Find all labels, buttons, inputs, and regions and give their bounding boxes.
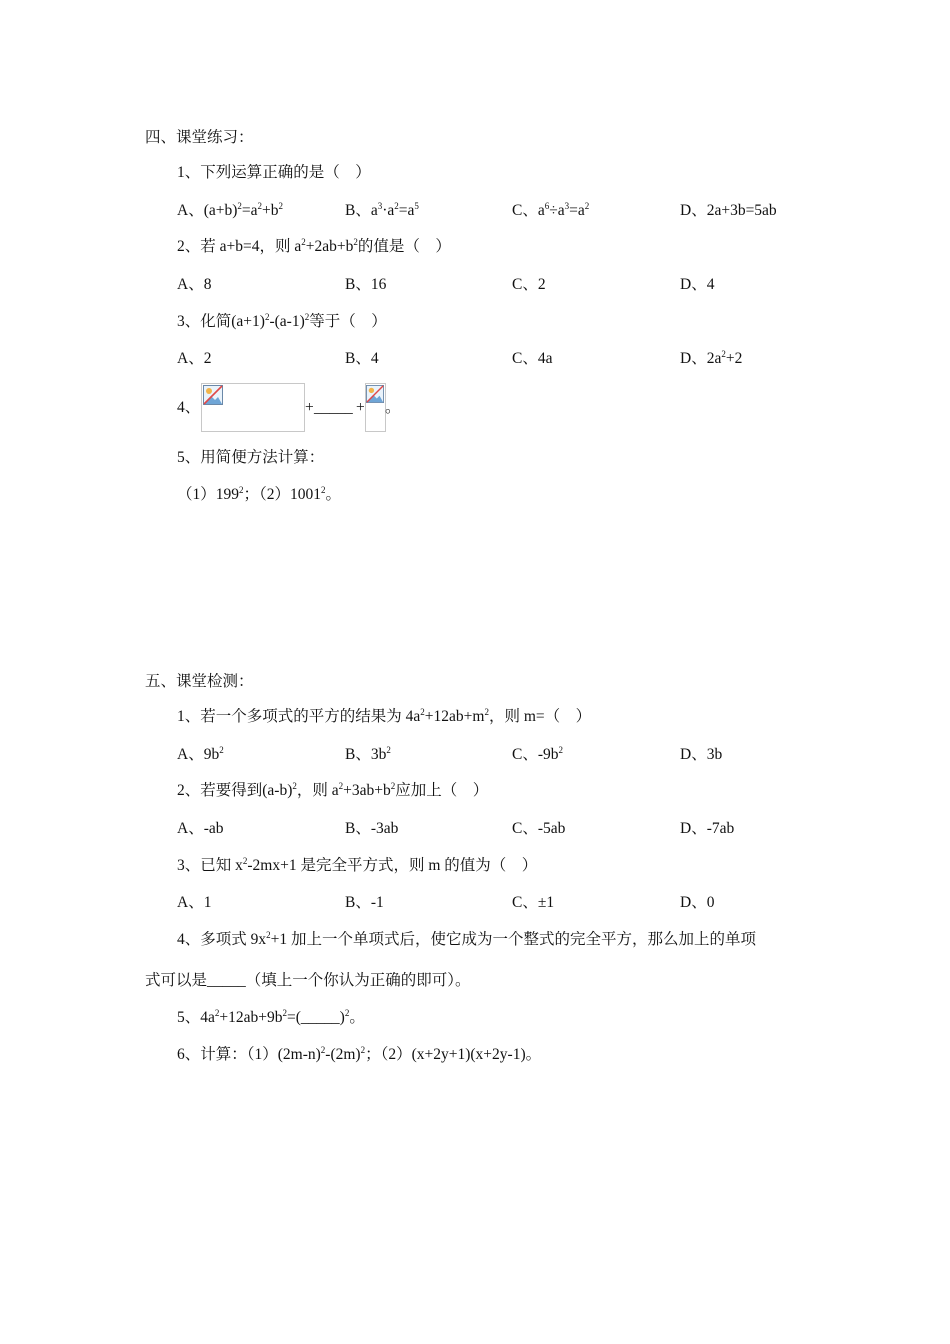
s4-q4-blank: _____ (314, 399, 353, 416)
s4-q4-number: 4、 (177, 399, 201, 416)
s4-q5-stem: 5、用简便方法计算： (177, 449, 325, 466)
s5-q1-option-d: D、3b (680, 746, 723, 763)
s4-q2-option-a: A、8 (177, 276, 212, 293)
s4-q2-option-b: B、16 (345, 276, 387, 293)
s4-q2-option-c: C、2 (512, 276, 546, 293)
section-4-title: 四、课堂练习： (145, 129, 254, 146)
s4-q5-parts: $(1)199^2$；（2）1001$^2$。 (177, 485, 342, 503)
broken-image-2 (365, 383, 386, 432)
s4-q1-stem: 1、下列运算正确的是（ ） (177, 164, 371, 181)
s5-q2-stem: 2、若要得到$(a-b)^2$，则 $a^2+3ab+b^2$应加上（ ） (177, 781, 489, 799)
s4-q2-stem: 2、若 a+b=4，则 $a^2+2ab+b^2$的值是（ ） (177, 237, 451, 255)
s5-q1-option-a: A、$9b^2$ (177, 745, 224, 763)
broken-image-icon (203, 385, 223, 405)
s4-q4-end: 。 (385, 399, 401, 416)
s5-q3-option-d: D、0 (680, 894, 715, 911)
s5-q3-option-c: C、±1 (512, 894, 555, 911)
s5-q1-option-b: B、$3b^2$ (345, 745, 391, 763)
s5-q2-option-a: A、-ab (177, 820, 224, 837)
section-5-title: 五、课堂检测： (145, 673, 254, 690)
s4-q4-plus-2: + (356, 399, 365, 416)
s4-q1-option-b: B、$a^3\cdot a^2=a^5$ (345, 201, 419, 219)
s5-q6: 6、计算：$(1)(2m-n)^2-(2m)^2$；（2）(x+2y+1)(x+2y-1)。 (177, 1045, 542, 1063)
s4-q4-plus-1: + (305, 399, 314, 416)
s4-q1-option-d: D、2a+3b=5ab (680, 202, 777, 219)
s5-q4-line-1: 4、多项式 $9x^2+1$ 加上一个单项式后，使它成为一个整式的完全平方，那么加上的单项 (177, 930, 757, 948)
s5-q2-option-b: B、-3ab (345, 820, 399, 837)
s4-q3-stem: 3、化简$(a+1)^2-(a-1)^2$等于（ ） (177, 312, 387, 330)
s5-q1-stem: 1、若一个多项式的平方的结果为 $4a^2+12ab+m^2$，则 m=（ ） (177, 707, 592, 725)
s5-q3-stem: 3、已知 $x^2-2mx+1$ 是完全平方式，则 m 的值为（ ） (177, 856, 538, 874)
s5-q2-option-d: D、-7ab (680, 820, 735, 837)
s4-q3-option-d: D、$2a^2+2$ (680, 349, 743, 367)
s5-q5: 5、$4a^2+12ab+9b^2=(\_\_\_\_\_)^2$。 (177, 1008, 365, 1026)
s5-q4-line-2: 式可以是_____（填上一个你认为正确的即可）。 (145, 972, 471, 989)
s4-q1-option-c: C、$a^6\div a^3=a^2$ (512, 201, 590, 219)
s4-q3-option-c: C、4a (512, 350, 553, 367)
broken-image-icon (366, 385, 384, 403)
s4-q3-option-b: B、4 (345, 350, 379, 367)
s5-q2-option-c: C、-5ab (512, 820, 566, 837)
s5-q3-option-a: A、1 (177, 894, 212, 911)
s5-q1-option-c: C、$-9b^2$ (512, 745, 564, 763)
s4-q3-option-a: A、2 (177, 350, 212, 367)
s4-q1-option-a: A、$(a+b)^2=a^2+b^2$ (177, 201, 284, 219)
s4-q2-option-d: D、4 (680, 276, 715, 293)
broken-image-1 (201, 383, 305, 432)
s5-q3-option-b: B、-1 (345, 894, 384, 911)
